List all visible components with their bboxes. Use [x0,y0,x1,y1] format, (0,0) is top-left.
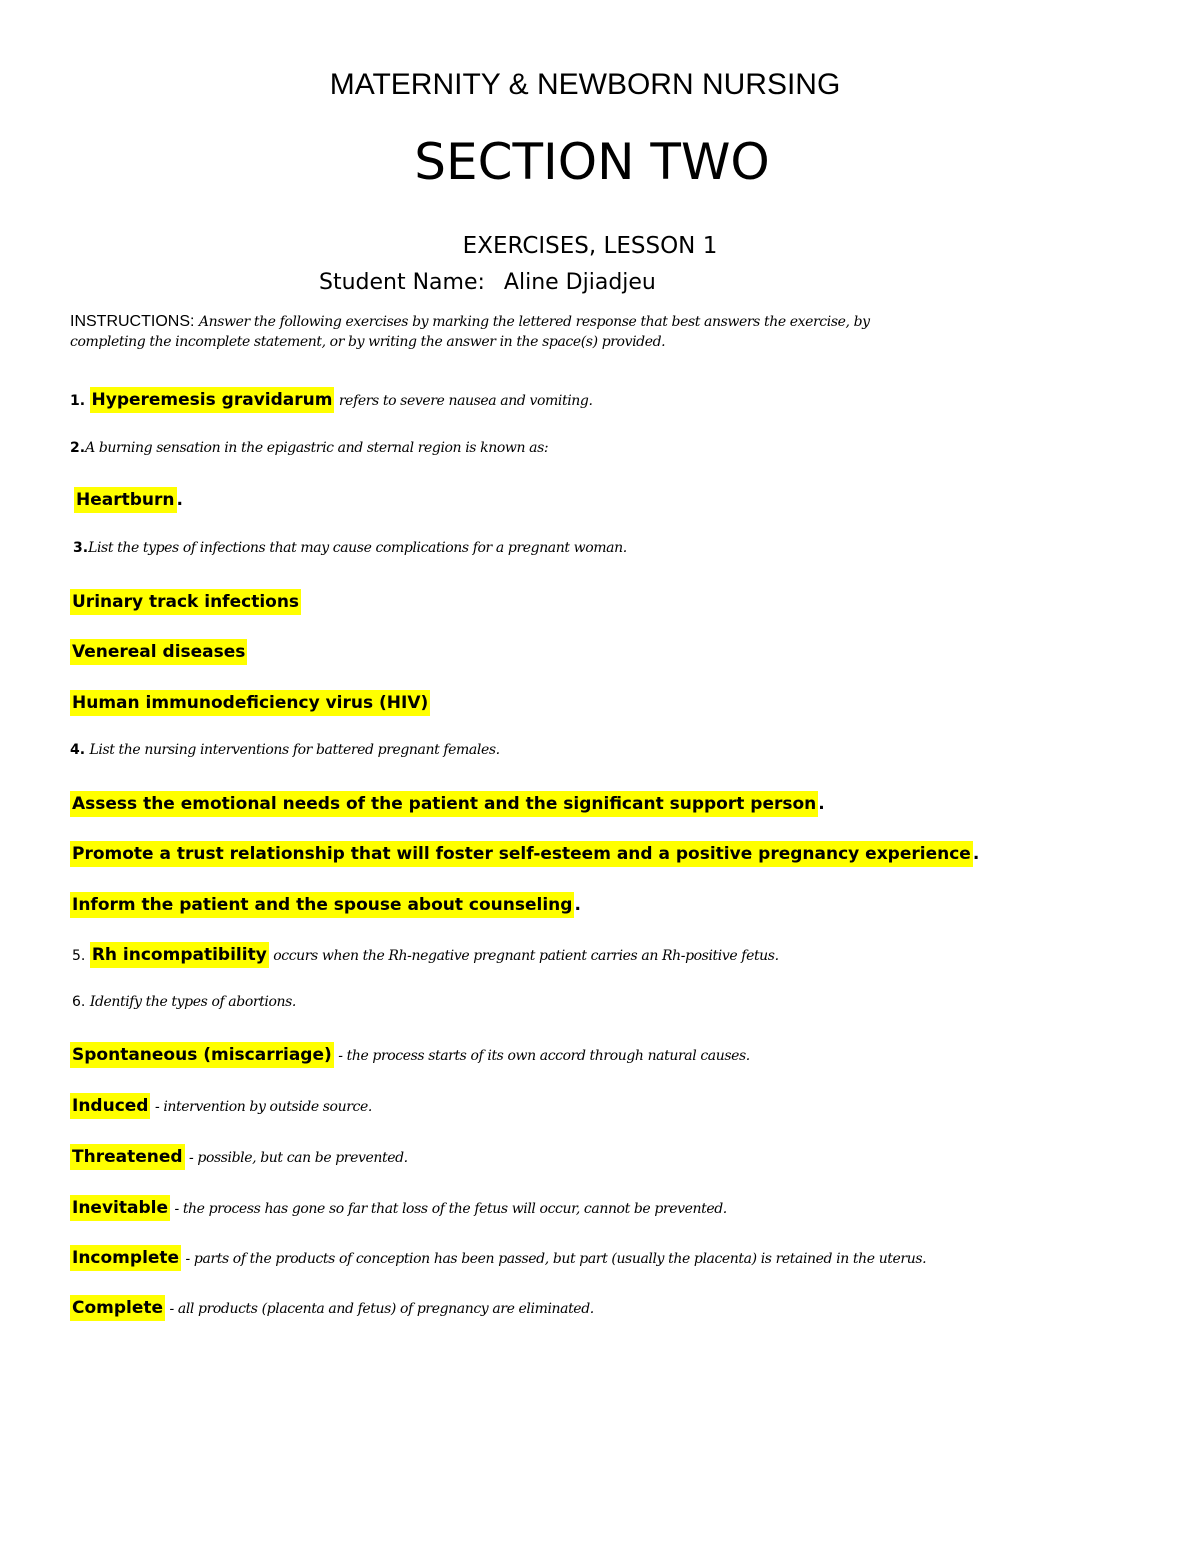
answer-highlight: Induced [70,1093,150,1119]
question-1 [70,392,593,409]
answer-highlight: Rh incompatibility [90,942,269,968]
student-name-value: Aline Djiadjeu [503,270,656,295]
answer-4-2 [70,846,979,863]
question-number: 2. [70,440,86,456]
answer-highlight: Human immunodeficiency virus (HIV) [70,690,430,716]
answer-description: - intervention by outside source. [154,1099,372,1115]
answer-suffix: . [176,490,183,510]
question-text: A burning sensation in the epigastric and sternal region is known as: [85,440,549,456]
question-number: 4. [70,742,86,758]
question-text: Identify the types of abortions. [89,994,296,1010]
question-3 [73,540,627,556]
question-number: 5. [72,948,86,964]
answer-suffix: . [818,794,825,814]
answer-description: - the process has gone so far that loss of the fetus will occur, cannot be prevented. [174,1201,727,1217]
answer-description: - the process starts of its own accord through natural causes. [338,1048,750,1064]
answer-4-1 [70,796,825,813]
instructions-line-2: completing the incomplete statement, or by writing the answer in the space(s) provided. [70,334,666,350]
answer-highlight: Urinary track infections [70,589,301,615]
lesson-title: EXERCISES, LESSON 1 [462,233,718,259]
answer-3-3 [70,695,430,712]
answer-description: - all products (placenta and fetus) of pregnancy are eliminated. [169,1301,594,1317]
question-4 [70,742,500,758]
section-title: SECTION TWO [414,133,770,191]
question-2 [70,440,548,456]
question-text: List the types of infections that may cause complications for a pregnant woman. [88,540,627,556]
abortion-type-induced [70,1098,372,1115]
answer-highlight: Threatened [70,1144,185,1170]
course-title: MATERNITY & NEWBORN NURSING [329,68,841,101]
question-text: refers to severe nausea and vomiting. [338,393,593,409]
answer-3-2 [70,644,247,661]
answer-description: - possible, but can be prevented. [189,1150,408,1166]
answer-highlight: Inform the patient and the spouse about counseling [70,892,574,918]
question-text: List the nursing interventions for battered pregnant females. [89,742,500,758]
abortion-type-incomplete [70,1250,926,1267]
abortion-type-spontaneous [70,1047,750,1064]
answer-highlight: Incomplete [70,1245,181,1271]
instructions-text-1: Answer the following exercises by marking the lettered response that best answers the exercise, by [198,314,870,330]
answer-highlight: Complete [70,1295,165,1321]
answer-2 [74,492,183,509]
instructions-line-1 [70,314,870,330]
abortion-type-threatened [70,1149,408,1166]
question-number: 1. [70,393,86,409]
answer-highlight: Promote a trust relationship that will foster self-esteem and a positive pregnancy experience [70,841,973,867]
answer-suffix: . [574,895,581,915]
answer-highlight: Inevitable [70,1195,170,1221]
question-5 [72,947,779,964]
answer-4-3 [70,897,581,914]
question-text: occurs when the Rh-negative pregnant patient carries an Rh-positive fetus. [273,948,779,964]
question-6 [72,994,296,1010]
answer-description: - parts of the products of conception has been passed, but part (usually the placenta) is retained in the uterus. [185,1251,927,1267]
answer-highlight: Hyperemesis gravidarum [90,387,335,413]
question-number: 3. [73,540,89,556]
answer-highlight: Heartburn [74,487,177,513]
instructions-label: INSTRUCTIONS: [70,313,195,330]
student-name-line [319,272,656,294]
student-name-label: Student Name: [319,270,485,295]
abortion-type-complete [70,1300,594,1317]
answer-highlight: Assess the emotional needs of the patient and the significant support person [70,791,818,817]
abortion-type-inevitable [70,1200,727,1217]
answer-3-1 [70,594,301,611]
answer-suffix: . [972,844,980,864]
answer-highlight: Venereal diseases [70,639,247,665]
answer-highlight: Spontaneous (miscarriage) [70,1042,334,1068]
question-number: 6. [72,994,86,1010]
